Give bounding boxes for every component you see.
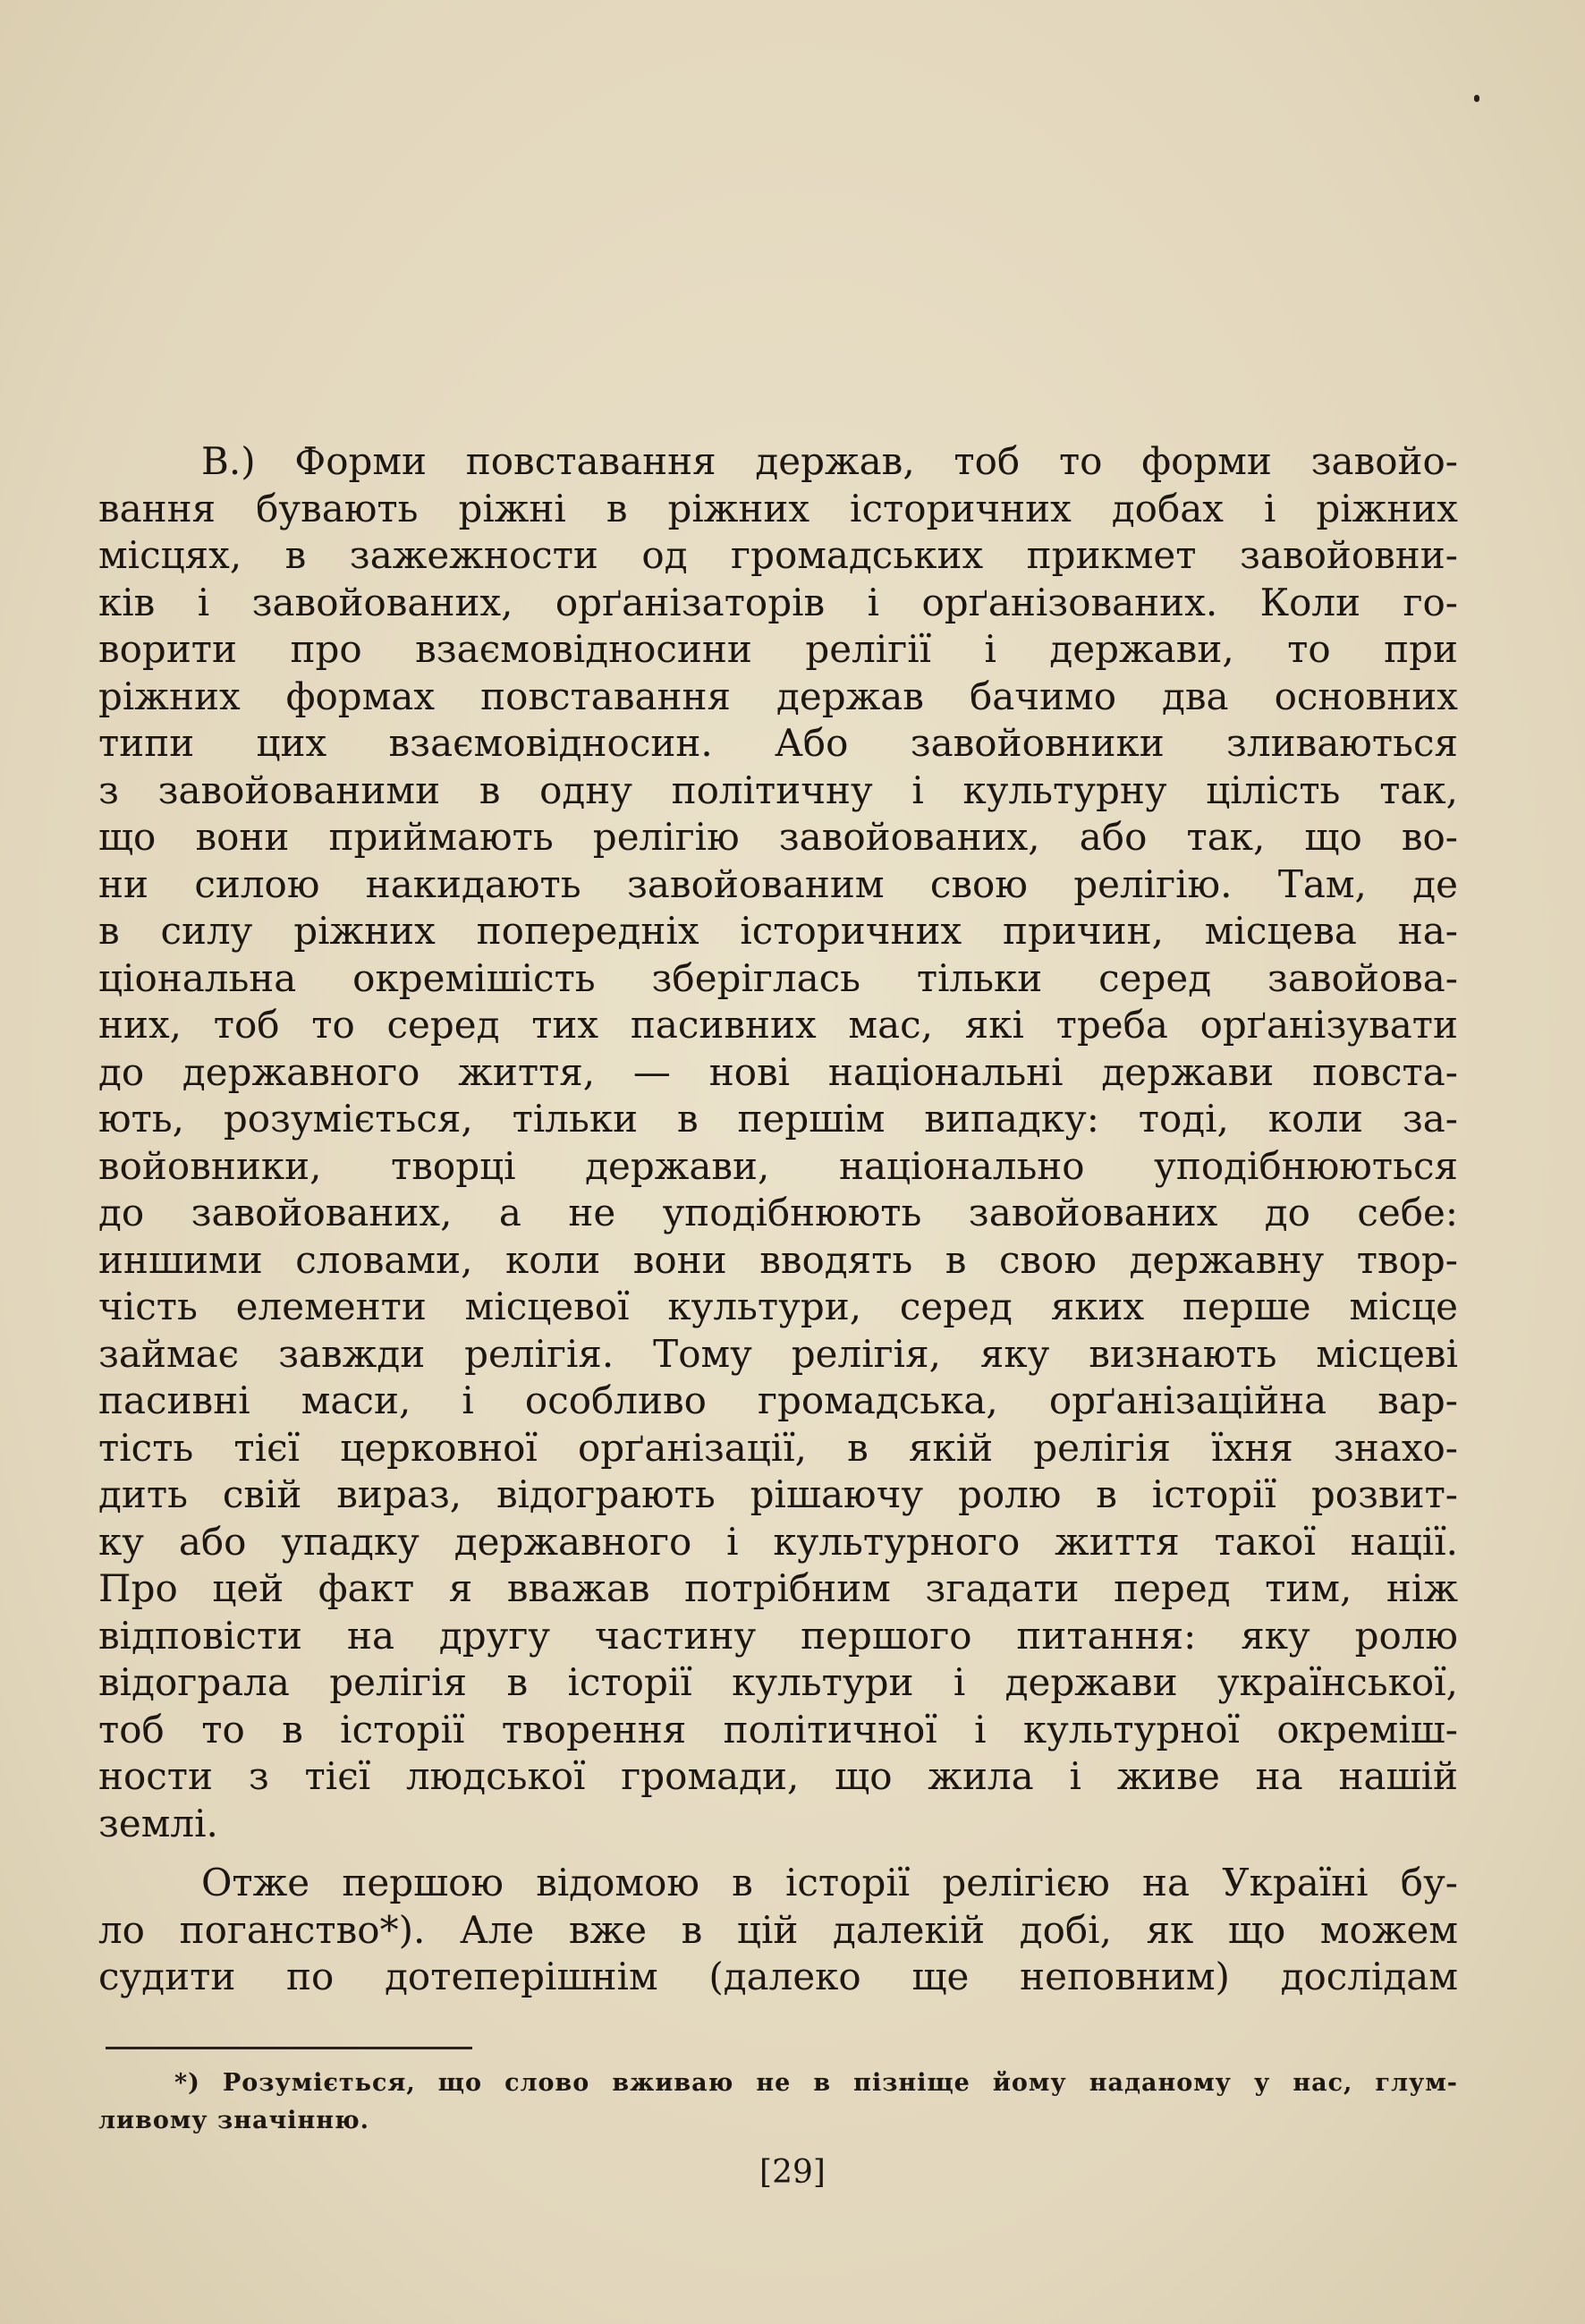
page-number: [29] bbox=[759, 2154, 826, 2191]
text-line: землі. bbox=[98, 1801, 218, 1845]
text-line: ности з тієї людської громади, що жила і живе на нашій bbox=[98, 1754, 1458, 1798]
text-line: судити по дотеперішнім (далеко ще неповним) дослідам bbox=[98, 1955, 1458, 1998]
text-line: тоб то в історії творення політичної і культурної окреміш- bbox=[98, 1707, 1458, 1751]
text-line: типи цих взаємовідносин. Або завойовники зливаються bbox=[98, 721, 1458, 765]
text-line: ни силою накидають завойованим свою релігію. Там, де bbox=[98, 861, 1458, 906]
text-line: відограла релігія в історії культури і держави української, bbox=[98, 1660, 1458, 1704]
text-line: ріжних формах повставання держав бачимо два основних bbox=[98, 674, 1458, 718]
text-line: ціональна окремішість зберіглась тільки серед завойова- bbox=[98, 955, 1458, 1000]
text-line: до завойованих, а не уподібнюють завойованих до себе: bbox=[98, 1191, 1458, 1234]
footnote-rule bbox=[106, 2047, 472, 2049]
text-line: що вони приймають релігію завойованих, або так, що во- bbox=[98, 815, 1458, 859]
text-line: з завойованими в одну політичну і культурну цілість так, bbox=[98, 768, 1458, 812]
text-line: місцях, в зажежности од громадських прикмет завойовни- bbox=[98, 533, 1458, 577]
text-line: Отже першою відомою в історії релігією на Україні бу- bbox=[201, 1861, 1458, 1904]
text-line: ють, розуміється, тільки в першім випадку: тоді, коли за- bbox=[98, 1097, 1458, 1141]
footnote-line: ливому значінню. bbox=[98, 2107, 370, 2134]
text-line: в силу ріжних попередніх історичних причин, місцева на- bbox=[98, 909, 1458, 953]
text-line: займає завжди релігія. Тому релігія, яку визнають місцеві bbox=[98, 1331, 1458, 1376]
text-line: Про цей факт я вважав потрібним згадати перед тим, ніж bbox=[98, 1566, 1458, 1610]
paragraph-2 bbox=[98, 1860, 1458, 2001]
text-line: ку або упадку державного і культурного життя такої нації. bbox=[98, 1519, 1458, 1564]
footnote-line: *) Розуміється, що слово вживаю не в пізніще йому наданому у нас, глум- bbox=[174, 2069, 1458, 2097]
paragraph-1 bbox=[98, 438, 1458, 1847]
text-line: них, тоб то серед тих пасивних мас, які треба орґанізувати bbox=[98, 1003, 1458, 1047]
text-line: вання бувають ріжні в ріжних історичних добах і ріжних bbox=[98, 486, 1458, 530]
text-line: дить свій вираз, відограють рішаючу ролю в історії розвит- bbox=[98, 1472, 1458, 1516]
text-line: ло поганство*). Але вже в цій далекій добі, як що можем bbox=[98, 1907, 1458, 1952]
text-line: тість тієї церковної орґанізації, в якій релігія їхня знахо- bbox=[98, 1425, 1458, 1470]
footnote bbox=[98, 2065, 1458, 2140]
paragraph-gap bbox=[98, 1847, 1458, 1860]
text-line: до державного життя, — нові національні держави повста- bbox=[98, 1049, 1458, 1094]
text-line: чість елементи місцевої культури, серед яких перше місце bbox=[98, 1285, 1458, 1328]
ink-speck bbox=[1474, 95, 1479, 102]
text-line: иншими словами, коли вони вводять в свою державну твор- bbox=[98, 1237, 1458, 1282]
text-line: ків і завойованих, орґанізаторів і орґанізованих. Коли го- bbox=[98, 580, 1458, 624]
text-line: відповісти на другу частину першого питання: яку ролю bbox=[98, 1613, 1458, 1658]
text-line: В.) Форми повставання держав, тоб то форми завойо- bbox=[201, 439, 1458, 483]
body-text bbox=[98, 438, 1458, 2001]
text-line: ворити про взаємовідносини релігії і держави, то при bbox=[98, 627, 1458, 671]
text-line: войовники, творці держави, національно уподібнюються bbox=[98, 1143, 1458, 1188]
text-line: пасивні маси, і особливо громадська, орґанізаційна вар- bbox=[98, 1378, 1458, 1422]
